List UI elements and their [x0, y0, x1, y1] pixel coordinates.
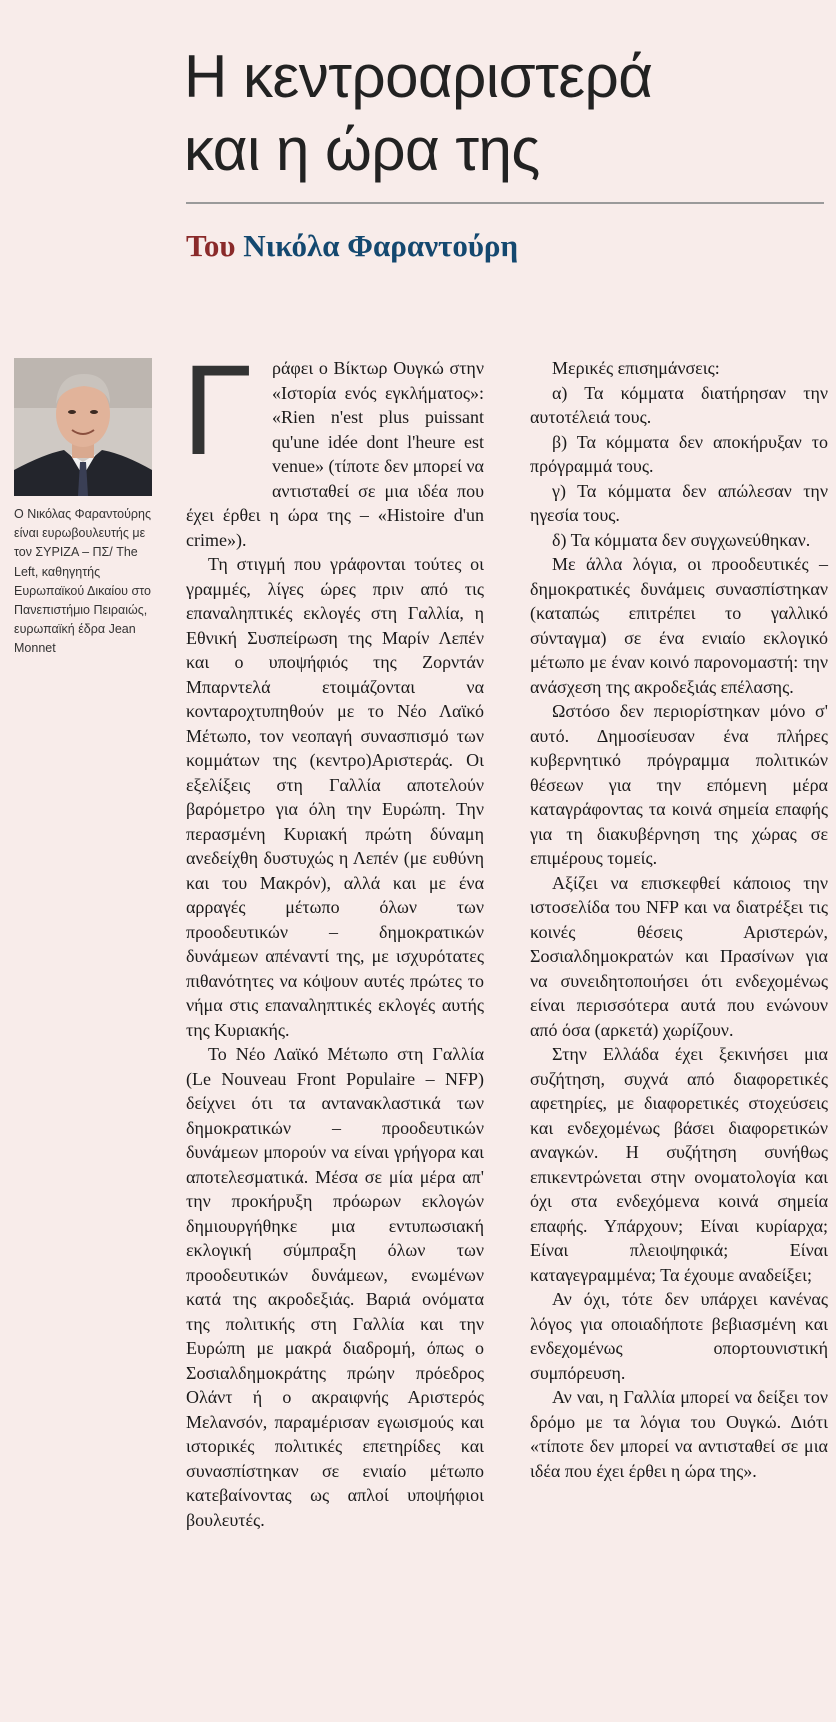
paragraph-1	[182, 339, 484, 552]
drop-cap: Γ	[182, 339, 253, 482]
byline-prefix: Του	[186, 228, 236, 263]
article-column-1	[182, 339, 484, 1532]
paragraph-1-text: ράφει ο Βίκτωρ Ουγκώ στην «Ιστορία ενός εγκλήματος»: «Rien n'est plus puissant qu'une idée dont l'heure est venue» (τίποτε δεν μπορεί να αντισταθεί σε μια ιδέα που έχει έρθει η ώρα της – «Histoire d'un crime»).	[186, 358, 484, 550]
paragraph-2: Τη στιγμή που γράφονται τούτες οι γραμμές, λίγες ώρες πριν από τις επαναληπτικές εκλογές στη Γαλλία, η Εθνική Συσπείρωση της Μαρίν Λεπέν και ο υποψήφιός της Ζορντάν Μπαρντελά ετοιμάζονται να κονταροχτυπηθούν με το Νέο Λαϊκό Μέτωπο, τον νεοπαγή συνασπισμό των κομμάτων της (κεντρο)Αριστεράς. Οι εξελίξεις στη Γαλλία αποτελούν βαρόμετρο για όλη την Ευρώπη. Την περασμένη Κυριακή πρώτη δύναμη ανεδείχθη δυστυχώς η Λεπέν (με ευθύνη και του Μακρόν), αλλά και με ένα αρραγές μέτωπο όλων των προοδευτικών – δημοκρατικών δυνάμεων απέναντί της, με ισχυρότατες πιθανότητες να κόψουν αυτές πρώτες το νήμα στις επαναληπτικές εκλογές αυτής της Κυριακής.	[186, 554, 484, 1040]
paragraph-12: Στην Ελλάδα έχει ξεκινήσει μια συζήτηση, συχνά από διαφορετικές αφετηρίες, με διαφορετικές στοχεύσεις και ενδεχομένως βάσει διαφορετικών αναγκών. Η συζήτηση συνήθως επικεντρώνεται στην ονοματολογία και όχι στα ενδεχόμενα κοινά σημεία επαφής. Υπάρχουν; Είναι κυρίαρχα; Είναι πλειοψηφικά; Είναι καταγεγραμμένα; Τα έχουμε αναδείξει;	[530, 1044, 828, 1285]
paragraph-9: Με άλλα λόγια, οι προοδευτικές – δημοκρατικές δυνάμεις συνασπίστηκαν (καταπώς επιτρέπει το γαλλικό σύνταγμα) σε ένα ενιαίο εκλογικό μέτωπο με έναν κοινό παρονομαστή: την ανάσχεση της ακροδεξιάς επέλασης.	[530, 554, 828, 697]
author-photo	[14, 358, 152, 496]
title-divider	[186, 202, 824, 204]
author-bio: Ο Νικόλας Φαραντούρης είναι ευρωβουλευτής με τον ΣΥΡΙΖΑ – ΠΣ/ The Left, καθηγητής Ευρωπαϊκού Δικαίου στο Πανεπιστήμιο Πειραιώς, ευρωπαϊκή έδρα Jean Monnet	[14, 507, 152, 656]
article-title	[184, 40, 824, 186]
paragraph-3: Το Νέο Λαϊκό Μέτωπο στη Γαλλία (Le Nouveau Front Populaire – NFP) δείχνει ότι τα αντανακλαστικά των δημοκρατικών – προοδευτικών δυνάμεων μπορούν να είναι γρήγορα και αποτελεσματικά. Μέσα σε μία μέρα απ' την προκήρυξη πρόωρων εκλογών δημιουργήθηκε μια εντυπωσιακή εκλογική σύμπραξη όλων των προοδευτικών δυνάμεων, ενωμένων κατά της ακροδεξιάς. Βαριά ονόματα της πολιτικής στη Γαλλία και την Ευρώπη με μακρά διαδρομή, όπως ο Σοσιαλδημοκράτης πρώην πρόεδρος Ολάντ ή ο ακραιφνής Αριστερός Μελανσόν, παραμέρισαν εγωισμούς και ιστορικές πολιτικές επετηρίδες και συνασπίστηκαν σε ενιαίο μέτωπο κατεβαίνοντας ως απλοί υποψήφιοι βουλευτές.	[186, 1044, 484, 1530]
paragraph-14: Αν ναι, η Γαλλία μπορεί να δείξει τον δρόμο με τα λόγια του Ουγκώ. Διότι «τίποτε δεν μπορεί να αντισταθεί σε μια ιδέα που έχει έρθει η ώρα της».	[530, 1387, 828, 1481]
list-item-b: β) Τα κόμματα δεν αποκήρυξαν το πρόγραμμά τους.	[530, 431, 828, 476]
byline-author: Νικόλα Φαραντούρη	[243, 228, 519, 263]
list-item-a: α) Τα κόμματα διατήρησαν την αυτοτέλειά τους.	[530, 382, 828, 427]
title-line-1: Η κεντροαριστερά	[184, 43, 653, 110]
paragraph-13: Αν όχι, τότε δεν υπάρχει κανένας λόγος για οποιαδήποτε βεβιασμένη και ενδεχομένως οπορτουνιστική συμπόρευση.	[530, 1289, 828, 1383]
list-item-c: γ) Τα κόμματα δεν απώλεσαν την ηγεσία τους.	[530, 480, 828, 525]
paragraph-4: Μερικές επισημάνσεις:	[552, 358, 720, 378]
paragraph-10: Ωστόσο δεν περιορίστηκαν μόνο σ' αυτό. Δημοσίευσαν ένα πλήρες κυβερνητικό πρόγραμμα πολιτικών θέσεων για την επόμενη μέρα καταγράφοντας τα κοινά σημεία επαφής για τη διακυβέρνηση της χώρας σε επιμέρους τομείς.	[530, 701, 828, 868]
paragraph-11: Αξίζει να επισκεφθεί κάποιος την ιστοσελίδα του NFP και να διατρέξει τις κοινές θέσεις Αριστερών, Σοσιαλδημοκρατών και Πρασίνων για να συνειδητοποιήσει ότι ενδεχομένως είναι περισσότερα αυτά που ενώνουν από όσα (αρκετά) χωρίζουν.	[530, 872, 828, 1040]
list-item-d: δ) Τα κόμματα δεν συγχωνεύθηκαν.	[552, 529, 811, 550]
byline	[186, 226, 518, 266]
author-portrait-image	[14, 358, 152, 496]
article-column-2	[530, 356, 828, 1483]
title-line-2: και η ώρα της	[184, 116, 540, 183]
